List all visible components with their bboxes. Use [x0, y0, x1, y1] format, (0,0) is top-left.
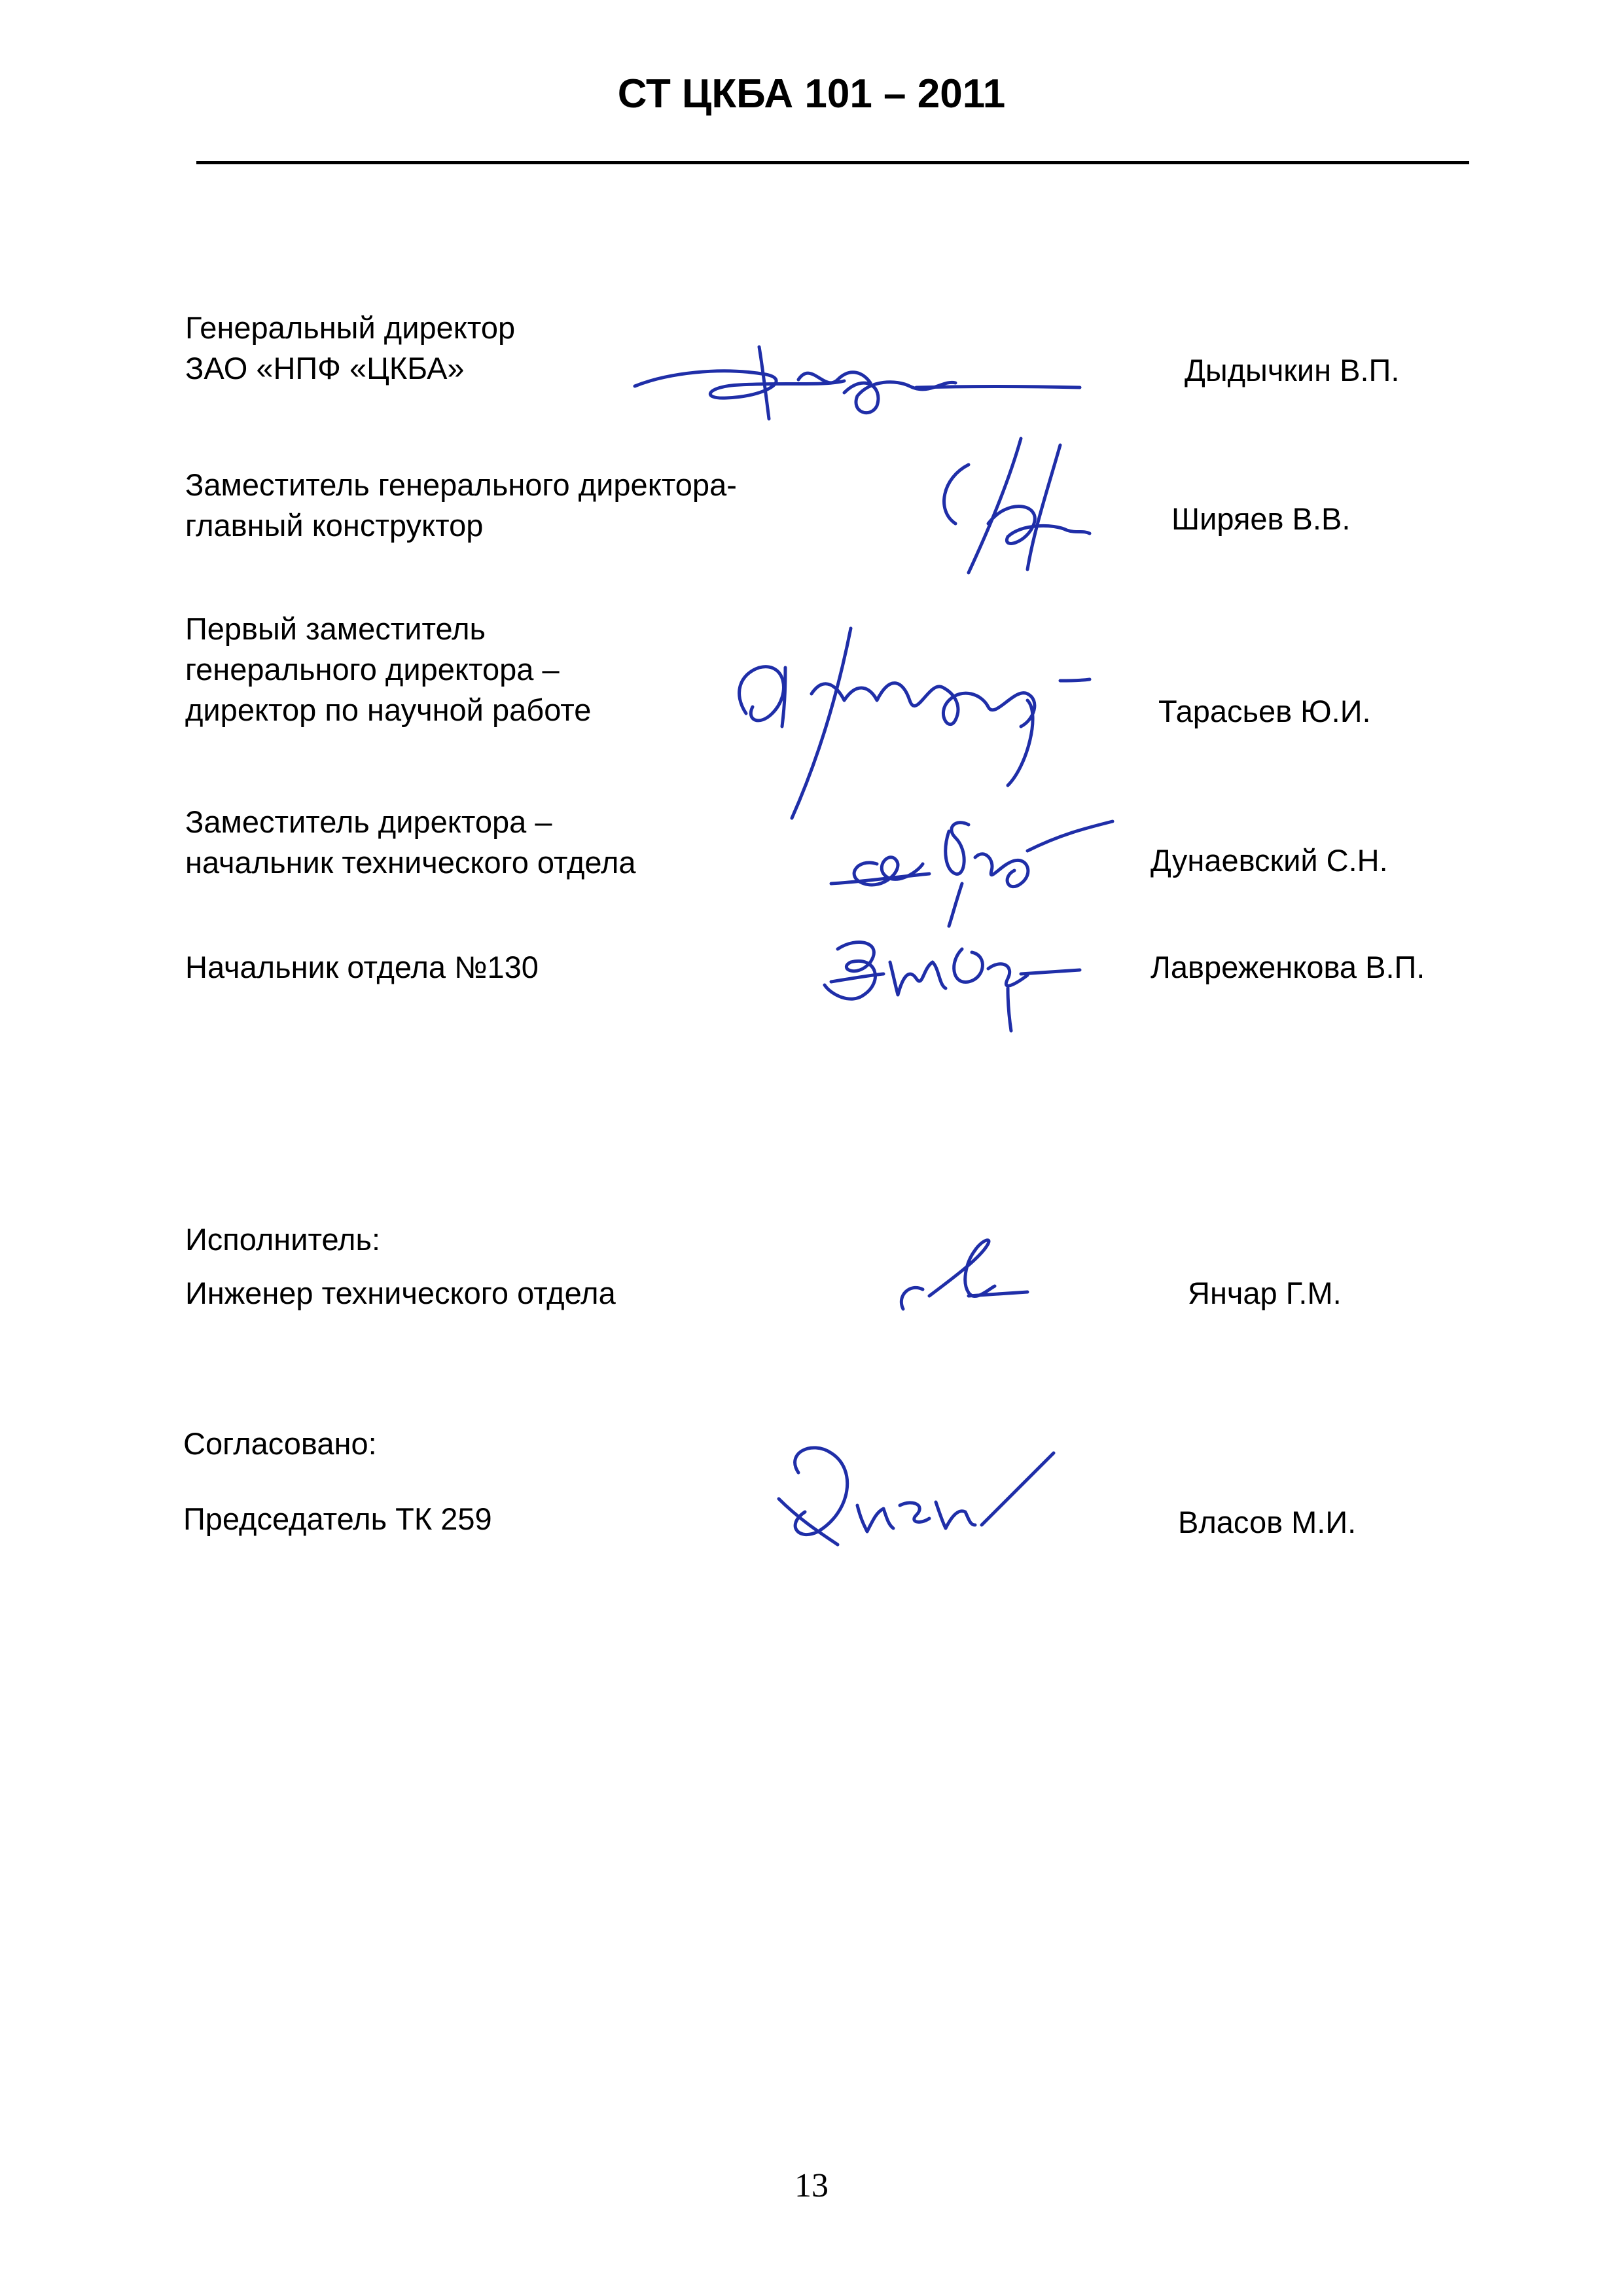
signatory-2-name: Ширяев В.В.: [1171, 501, 1351, 536]
signatory-3-title-line-2: генерального директора –: [185, 652, 560, 687]
signatory-1-name: Дыдычкин В.П.: [1185, 353, 1400, 387]
signature-1: [628, 334, 1086, 425]
signature-3: [720, 615, 1099, 831]
signatory-1-title-line-2: ЗАО «НПФ «ЦКБА»: [185, 351, 465, 386]
signatory-4-name: Дунаевский С.Н.: [1150, 843, 1388, 878]
signatory-4-title-line-2: начальник технического отдела: [185, 845, 636, 880]
signatory-5-title-line-1: Начальник отдела №130: [185, 950, 539, 984]
approved-heading: Согласовано:: [183, 1426, 377, 1461]
signature-7: [759, 1433, 1060, 1558]
signatory-2-title-line-1: Заместитель генерального директора-: [185, 467, 737, 502]
executor-heading: Исполнитель:: [185, 1222, 381, 1257]
signatory-4-title-line-1: Заместитель директора –: [185, 804, 552, 839]
signature-2: [929, 425, 1099, 583]
signature-6: [890, 1230, 1034, 1316]
signature-4: [818, 812, 1119, 929]
page-number: 13: [794, 2167, 829, 2204]
executor-title: Инженер технического отдела: [185, 1276, 616, 1310]
signatory-1-title-line-1: Генеральный директор: [185, 310, 516, 345]
approved-name: Власов М.И.: [1178, 1505, 1357, 1539]
approved-title: Председатель ТК 259: [183, 1501, 492, 1536]
signatory-2-title-line-2: главный конструктор: [185, 508, 484, 543]
signatory-3-title-line-3: директор по научной работе: [185, 692, 592, 727]
signatory-3-name: Тарасьев Ю.И.: [1158, 694, 1371, 728]
header-rule: [196, 161, 1469, 164]
signature-5: [812, 923, 1086, 1034]
signatory-5-name: Лавреженкова В.П.: [1150, 950, 1425, 984]
executor-name: Янчар Г.М.: [1188, 1276, 1342, 1310]
document-header: СТ ЦКБА 101 – 2011: [617, 71, 1006, 117]
signatory-3-title-line-1: Первый заместитель: [185, 611, 486, 646]
